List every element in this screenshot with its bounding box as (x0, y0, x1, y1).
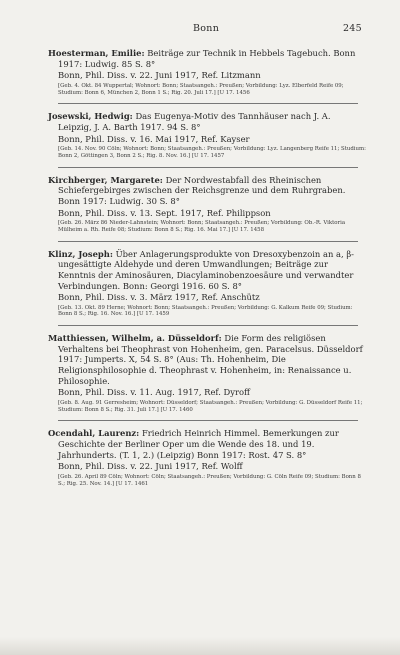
entry-title (48, 428, 366, 460)
entry-work: Der Nordwestabfall des Rheinischen Schiefergebirges zwischen der Reichsgrenze und dem Ruhrgraben. Bonn 1917: Ludwig. 30 S. 8° (58, 174, 346, 206)
divider (58, 241, 358, 242)
bibliography-entry (48, 175, 366, 234)
entry-title (48, 111, 366, 132)
bibliography-entry (48, 428, 366, 487)
entry-note: [Geb. 4. Okt. 84 Wuppertal; Wohnort: Bonn; Staatsangeh.: Preußen; Vorbildung: Lyz. Elberfeld Reife 09; Studium: Bonn 6, München 2, Bonn 1 S.; Rig. 20. Juli 17.] [U 17. 1456 (58, 82, 344, 96)
divider (58, 103, 358, 104)
entry-note: [Geb. 13. Okt. 89 Herne; Wohnort: Bonn; Staatsangeh.: Preußen; Vorbildung: G. Kalkum Reife 09; Studium: Bonn 8 S.; Rig. 16. Nov. 16.] [U 17. 1459 (58, 304, 353, 318)
entry-note: [Geb. 14. Nov. 90 Cöln; Wohnort: Bonn; Staatsangeh.: Preußen; Vorbildung: Lyz. Langenberg Reife 11; Studium: Bonn 2, Göttingen 3, Bonn 2 S.; Rig. 8. Nov. 16.] [U 17. 1457 (58, 146, 366, 159)
entry-author: Klinz, Joseph: (48, 248, 113, 259)
entry-dissertation: Bonn, Phil. Diss. v. 22. Juni 1917, Ref. Wolff (58, 461, 243, 472)
divider (58, 167, 358, 168)
entry-author: Ocendahl, Laurenz: (48, 428, 140, 439)
entry-work: Beiträge zur Technik in Hebbels Tagebuch. Bonn 1917: Ludwig. 85 S. 8° (58, 48, 356, 69)
divider (58, 420, 358, 421)
entry-author: Josewski, Hedwig: (48, 111, 133, 122)
entry-dissertation: Bonn, Phil. Diss. v. 22. Juni 1917, Ref. Litzmann (58, 70, 261, 81)
bibliography-entry (48, 333, 366, 413)
page-number: 245 (342, 23, 362, 34)
page-bottom-edge (0, 637, 400, 655)
entry-note: [Geb. 8. Aug. 91 Gerresheim; Wohnort: Düsseldorf; Staatsangeh.: Preußen; Vorbildung: G. Düsseldorf Reife 11; Studium: Bonn 8 S.; Rig. 31. Juli 17.] [U 17. 1460 (58, 399, 363, 413)
bibliography-entry (48, 48, 366, 96)
entry-title (48, 175, 366, 207)
entry-work: Friedrich Heinrich Himmel. Bemerkungen zur Geschichte der Berliner Oper um die Wende des 18. und 19. Jahrhunderts. (T. 1, 2.) (Leipzig) Bonn 1917: Rost. 47 S. 8° (58, 428, 339, 460)
running-head (0, 23, 400, 37)
entry-work: Die Form des religiösen Verhaltens bei Theophrast von Hohenheim, gen. Paracelsus. Düsseldorf 1917: Jumperts. X, 54 S. 8° (Aus: Th. Hohenheim, Die Religionsphilosophie d. Theophrast v. Hohenheim, in: Renaissance u. Philosophie. (58, 333, 363, 386)
bibliography-entry (48, 111, 366, 159)
entry-title (48, 249, 366, 291)
entry-author: Kirchberger, Margarete: (48, 174, 163, 185)
running-head-title: Bonn (193, 23, 220, 34)
divider (58, 325, 358, 326)
entry-author: Matthiessen, Wilhelm, a. Düsseldorf: (48, 333, 222, 344)
entry-work: Über Anlagerungsprodukte von Dresoxybenzoin an a, β-ungesättigte Aldehyde und deren Umwandlungen; Beiträge zur Kenntnis der Aminosäuren, Diacylaminobenzoesäure und verwandter Verbindungen. Bonn: Georgi 1916. 60 S. 8° (58, 248, 355, 291)
entry-author: Hoesterman, Emilie: (48, 48, 145, 58)
bibliography-entry (48, 249, 366, 319)
entry-list (48, 48, 366, 493)
entry-note: [Geb. 26. März 86 Nieder-Lahnstein; Wohnort: Bonn; Staatsangeh.: Preußen; Vorbildung: Ob.-R. Viktoria Mülheim a. Rh. Reife 08; Studium: Bonn 8 S.; Rig. 16. Mai 17.] [U 17. 1458 (58, 220, 346, 233)
entry-title (48, 48, 366, 69)
entry-dissertation: Bonn, Phil. Diss. v. 11. Aug. 1917, Ref. Dyroff (58, 387, 250, 398)
entry-dissertation: Bonn, Phil. Diss. v. 13. Sept. 1917, Ref. Philippson (58, 207, 271, 218)
entry-title (48, 333, 366, 386)
entry-dissertation: Bonn, Phil. Diss. v. 16. Mai 1917, Ref. Kayser (58, 133, 250, 144)
entry-dissertation: Bonn, Phil. Diss. v. 3. März 1917, Ref. Anschütz (58, 292, 260, 303)
entry-work: Das Eugenya-Motiv des Tannhäuser nach J. A. Leipzig, J. A. Barth 1917. 94 S. 8° (58, 111, 331, 132)
entry-note: [Geb. 26. April 89 Cöln; Wohnort: Cöln; Staatsangeh.: Preußen; Vorbildung: G. Cöln Reife 09; Studium: Bonn 8 S.; Rig. 25. Nov. 14.] [U 17. 1461 (58, 473, 361, 487)
